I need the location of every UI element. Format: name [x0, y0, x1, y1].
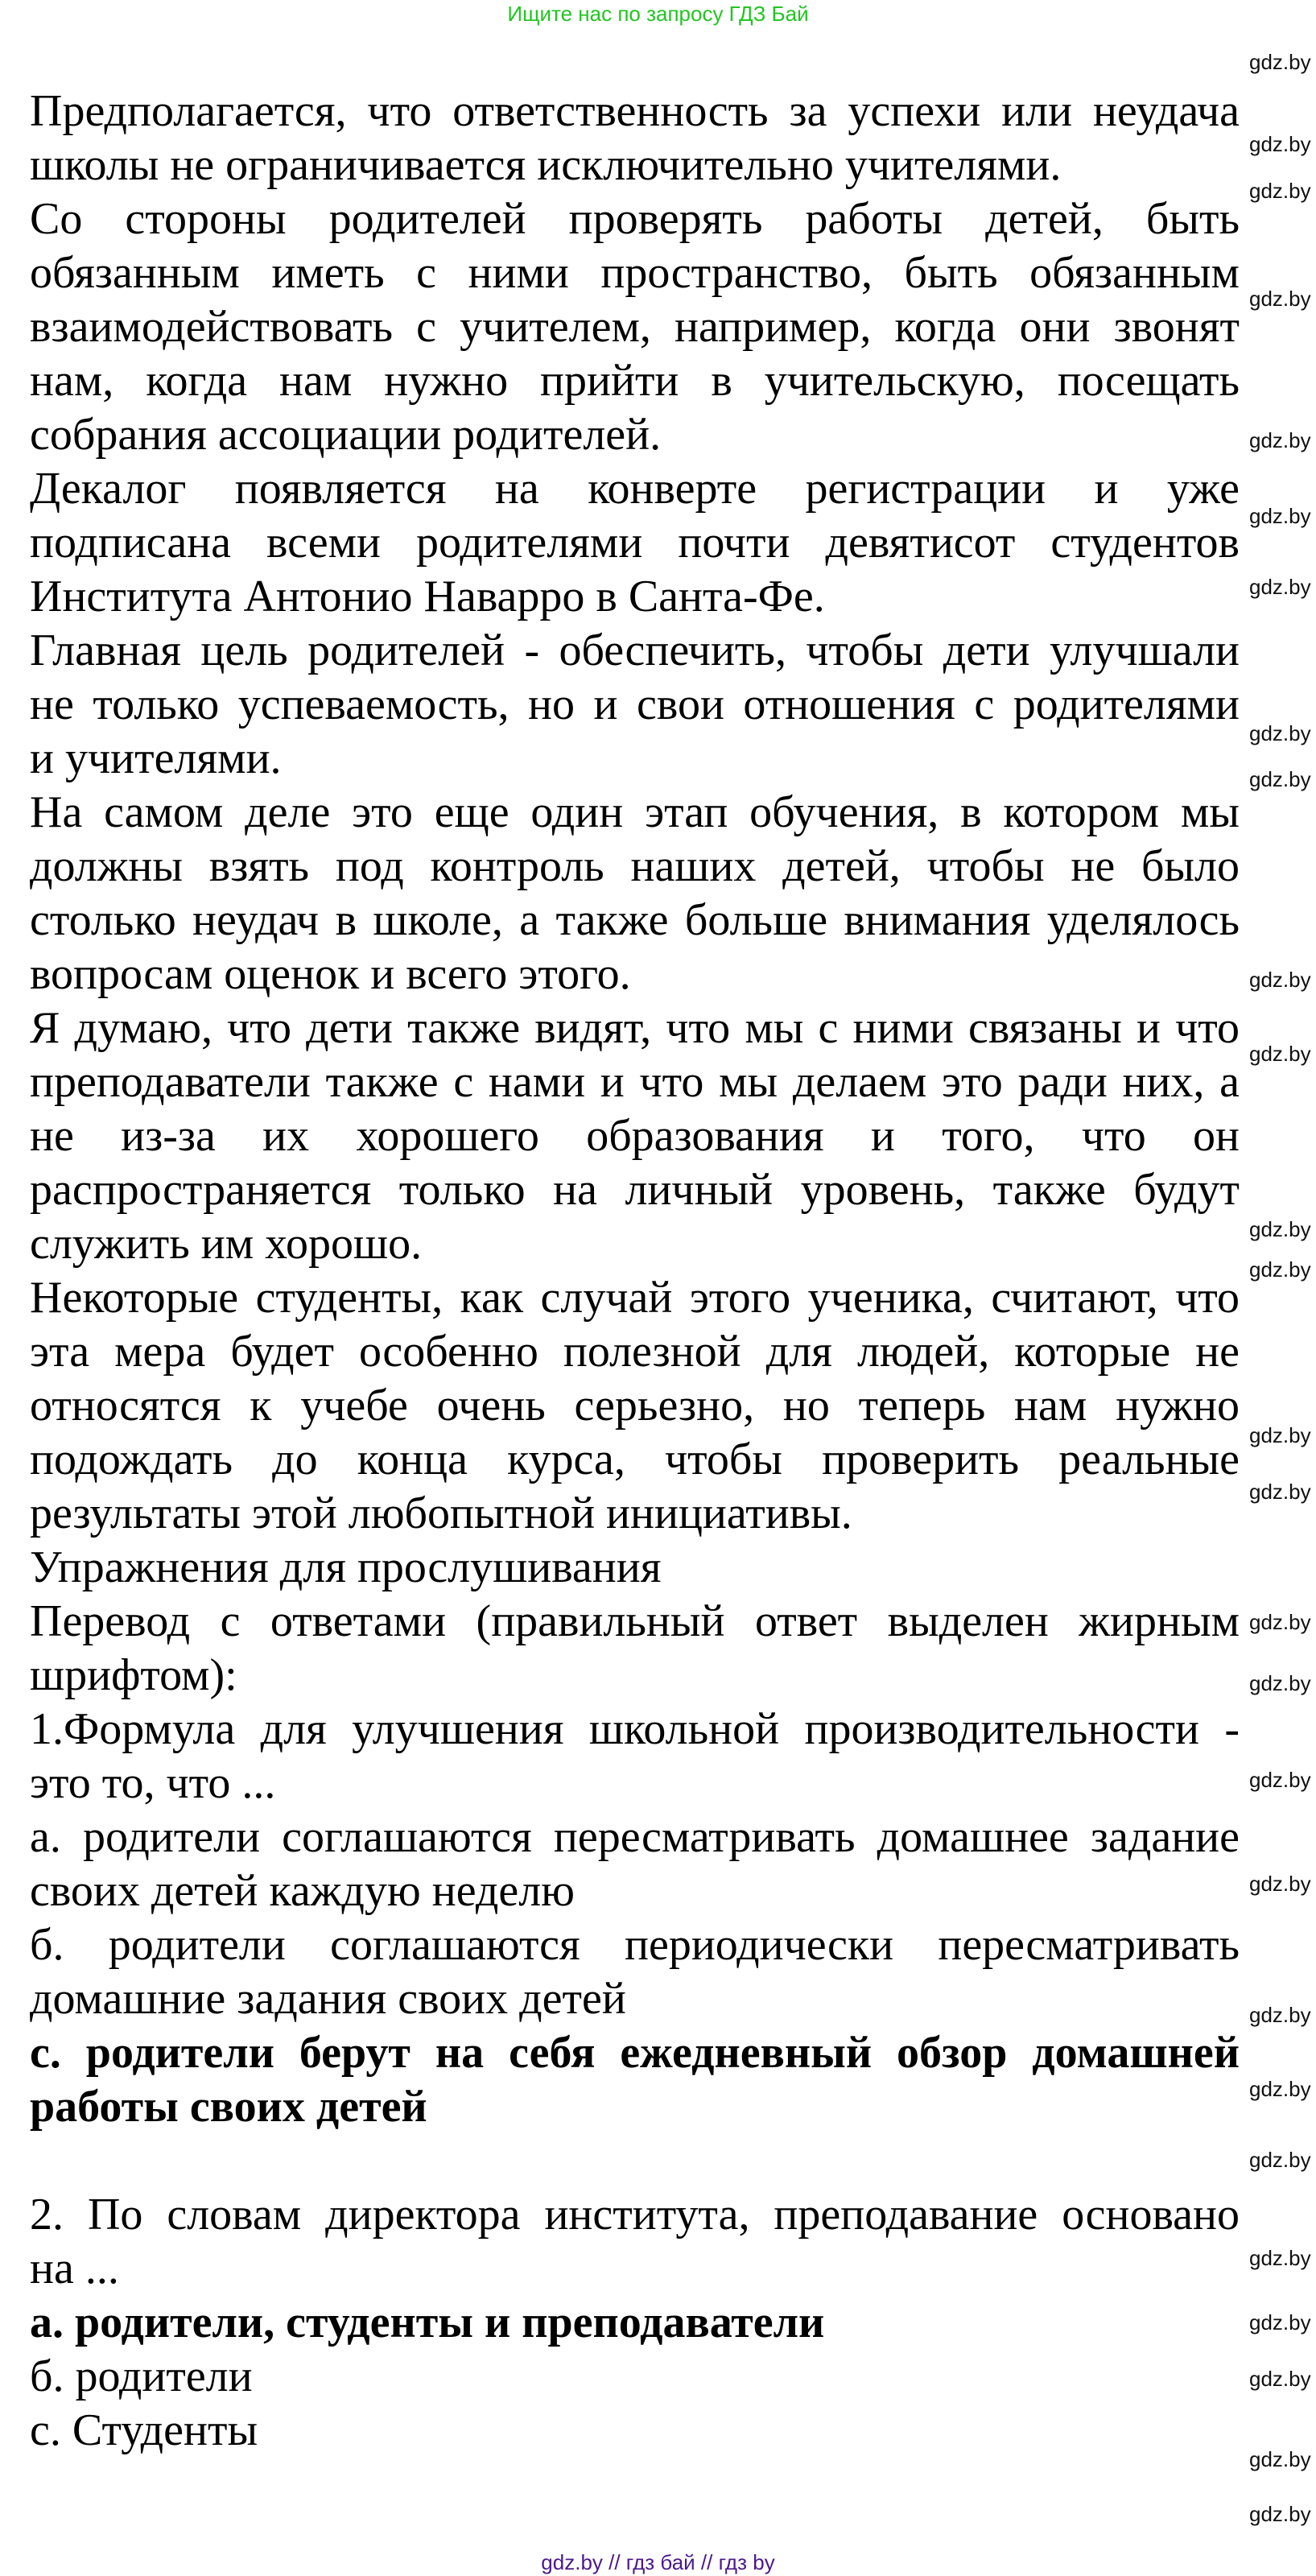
text-line: взаимодействовать с учителем, например, когда они звонят: [30, 302, 1240, 352]
watermark: gdz.by: [1249, 1042, 1311, 1066]
watermark: gdz.by: [1249, 767, 1311, 791]
text-line: 1.Формула для улучшения школьной производительности -: [30, 1704, 1240, 1754]
text-line: а. родители соглашаются пересматривать домашнее задание: [30, 1812, 1240, 1862]
text-line: служить им хорошо.: [30, 1219, 423, 1269]
watermark: gdz.by: [1249, 2003, 1311, 2027]
text-line: результаты этой любопытной инициативы.: [30, 1488, 852, 1538]
correct-answer-line: а. родители, студенты и преподаватели: [30, 2297, 825, 2347]
text-line: б. родители: [30, 2351, 253, 2401]
watermark: gdz.by: [1249, 721, 1311, 745]
watermark: gdz.by: [1249, 2447, 1311, 2471]
text-line: Некоторые студенты, как случай этого ученика, считают, что: [30, 1273, 1240, 1323]
search-banner: Ищите нас по запросу ГДЗ Бай: [507, 2, 809, 26]
watermark: gdz.by: [1249, 1217, 1311, 1241]
text-line: и учителями.: [30, 733, 282, 783]
text-line: На самом деле это еще один этап обучения, в котором мы: [30, 787, 1240, 837]
correct-answer-line: с. родители берут на себя ежедневный обзор домашней: [30, 2028, 1240, 2078]
text-line: собрания ассоциации родителей.: [30, 410, 662, 460]
watermark: gdz.by: [1249, 2367, 1311, 2391]
text-line: подождать до конца курса, чтобы проверить реальные: [30, 1435, 1240, 1484]
text-line: шрифтом):: [30, 1650, 237, 1700]
text-line: распространяется только на личный уровень, также будут: [30, 1165, 1240, 1215]
text-line: Главная цель родителей - обеспечить, чтобы дети улучшали: [30, 625, 1240, 675]
text-line: подписана всеми родителями почти девятисот студентов: [30, 518, 1240, 568]
text-line: Я думаю, что дети также видят, что мы с ними связаны и что: [30, 1003, 1240, 1053]
correct-answer-line: работы своих детей: [30, 2082, 427, 2132]
footer-links: gdz.by // гдз бай // гдз by: [541, 2550, 775, 2574]
watermark: gdz.by: [1249, 968, 1311, 992]
text-line: Предполагается, что ответственность за успехи или неудача: [30, 86, 1240, 136]
text-line: школы не ограничивается исключительно учителями.: [30, 140, 1062, 190]
blank-line: [30, 2134, 1240, 2188]
text-line: столько неудач в школе, а также больше внимания уделялось: [30, 895, 1240, 945]
text-line: домашние задания своих детей: [30, 1974, 626, 2024]
watermark: gdz.by: [1249, 1257, 1311, 1282]
watermark: gdz.by: [1249, 2310, 1311, 2334]
watermark: gdz.by: [1249, 287, 1311, 311]
text-line: не из-за их хорошего образования и того, что он: [30, 1111, 1240, 1161]
text-line: своих детей каждую неделю: [30, 1866, 575, 1916]
text-line: Декалог появляется на конверте регистрации и уже: [30, 464, 1240, 514]
watermark: gdz.by: [1249, 1610, 1311, 1634]
text-line: Со стороны родителей проверять работы детей, быть: [30, 194, 1240, 244]
text-line: не только успеваемость, но и свои отношения с родителями: [30, 679, 1240, 729]
text-line: относятся к учебе очень серьезно, но теперь нам нужно: [30, 1381, 1240, 1430]
text-line: на ...: [30, 2244, 119, 2293]
watermark: gdz.by: [1249, 504, 1311, 528]
document-text: [30, 85, 1240, 2458]
text-line: Перевод с ответами (правильный ответ выделен жирным: [30, 1596, 1240, 1646]
watermark: gdz.by: [1249, 1671, 1311, 1695]
watermark: gdz.by: [1249, 50, 1311, 74]
watermark: gdz.by: [1249, 2502, 1311, 2526]
watermark: gdz.by: [1249, 132, 1311, 156]
watermark: gdz.by: [1249, 1872, 1311, 1896]
watermark: gdz.by: [1249, 2148, 1311, 2172]
watermark: gdz.by: [1249, 2077, 1311, 2101]
text-line: Института Антонио Наварро в Санта-Фе.: [30, 572, 825, 621]
watermark: gdz.by: [1249, 1423, 1311, 1447]
watermark: gdz.by: [1249, 179, 1311, 203]
text-line: вопросам оценок и всего этого.: [30, 949, 631, 999]
text-line: должны взять под контроль наших детей, чтобы не было: [30, 841, 1240, 891]
watermark: gdz.by: [1249, 428, 1311, 452]
text-line: 2. По словам директора института, преподавание основано: [30, 2190, 1240, 2240]
text-line: это то, что ...: [30, 1758, 276, 1808]
text-line: эта мера будет особенно полезной для людей, которые не: [30, 1327, 1240, 1377]
text-line: Упражнения для прослушивания: [30, 1542, 662, 1592]
text-line: б. родители соглашаются периодически пересматривать: [30, 1920, 1240, 1970]
text-line: преподаватели также с нами и что мы делаем это ради них, а: [30, 1057, 1240, 1107]
watermark: gdz.by: [1249, 2246, 1311, 2270]
watermark: gdz.by: [1249, 575, 1311, 599]
text-line: с. Студенты: [30, 2405, 258, 2455]
watermark: gdz.by: [1249, 1768, 1311, 1792]
watermark: gdz.by: [1249, 1480, 1311, 1504]
text-line: нам, когда нам нужно прийти в учительскую, посещать: [30, 356, 1240, 406]
text-line: обязанным иметь с ними пространство, быть обязанным: [30, 248, 1240, 298]
